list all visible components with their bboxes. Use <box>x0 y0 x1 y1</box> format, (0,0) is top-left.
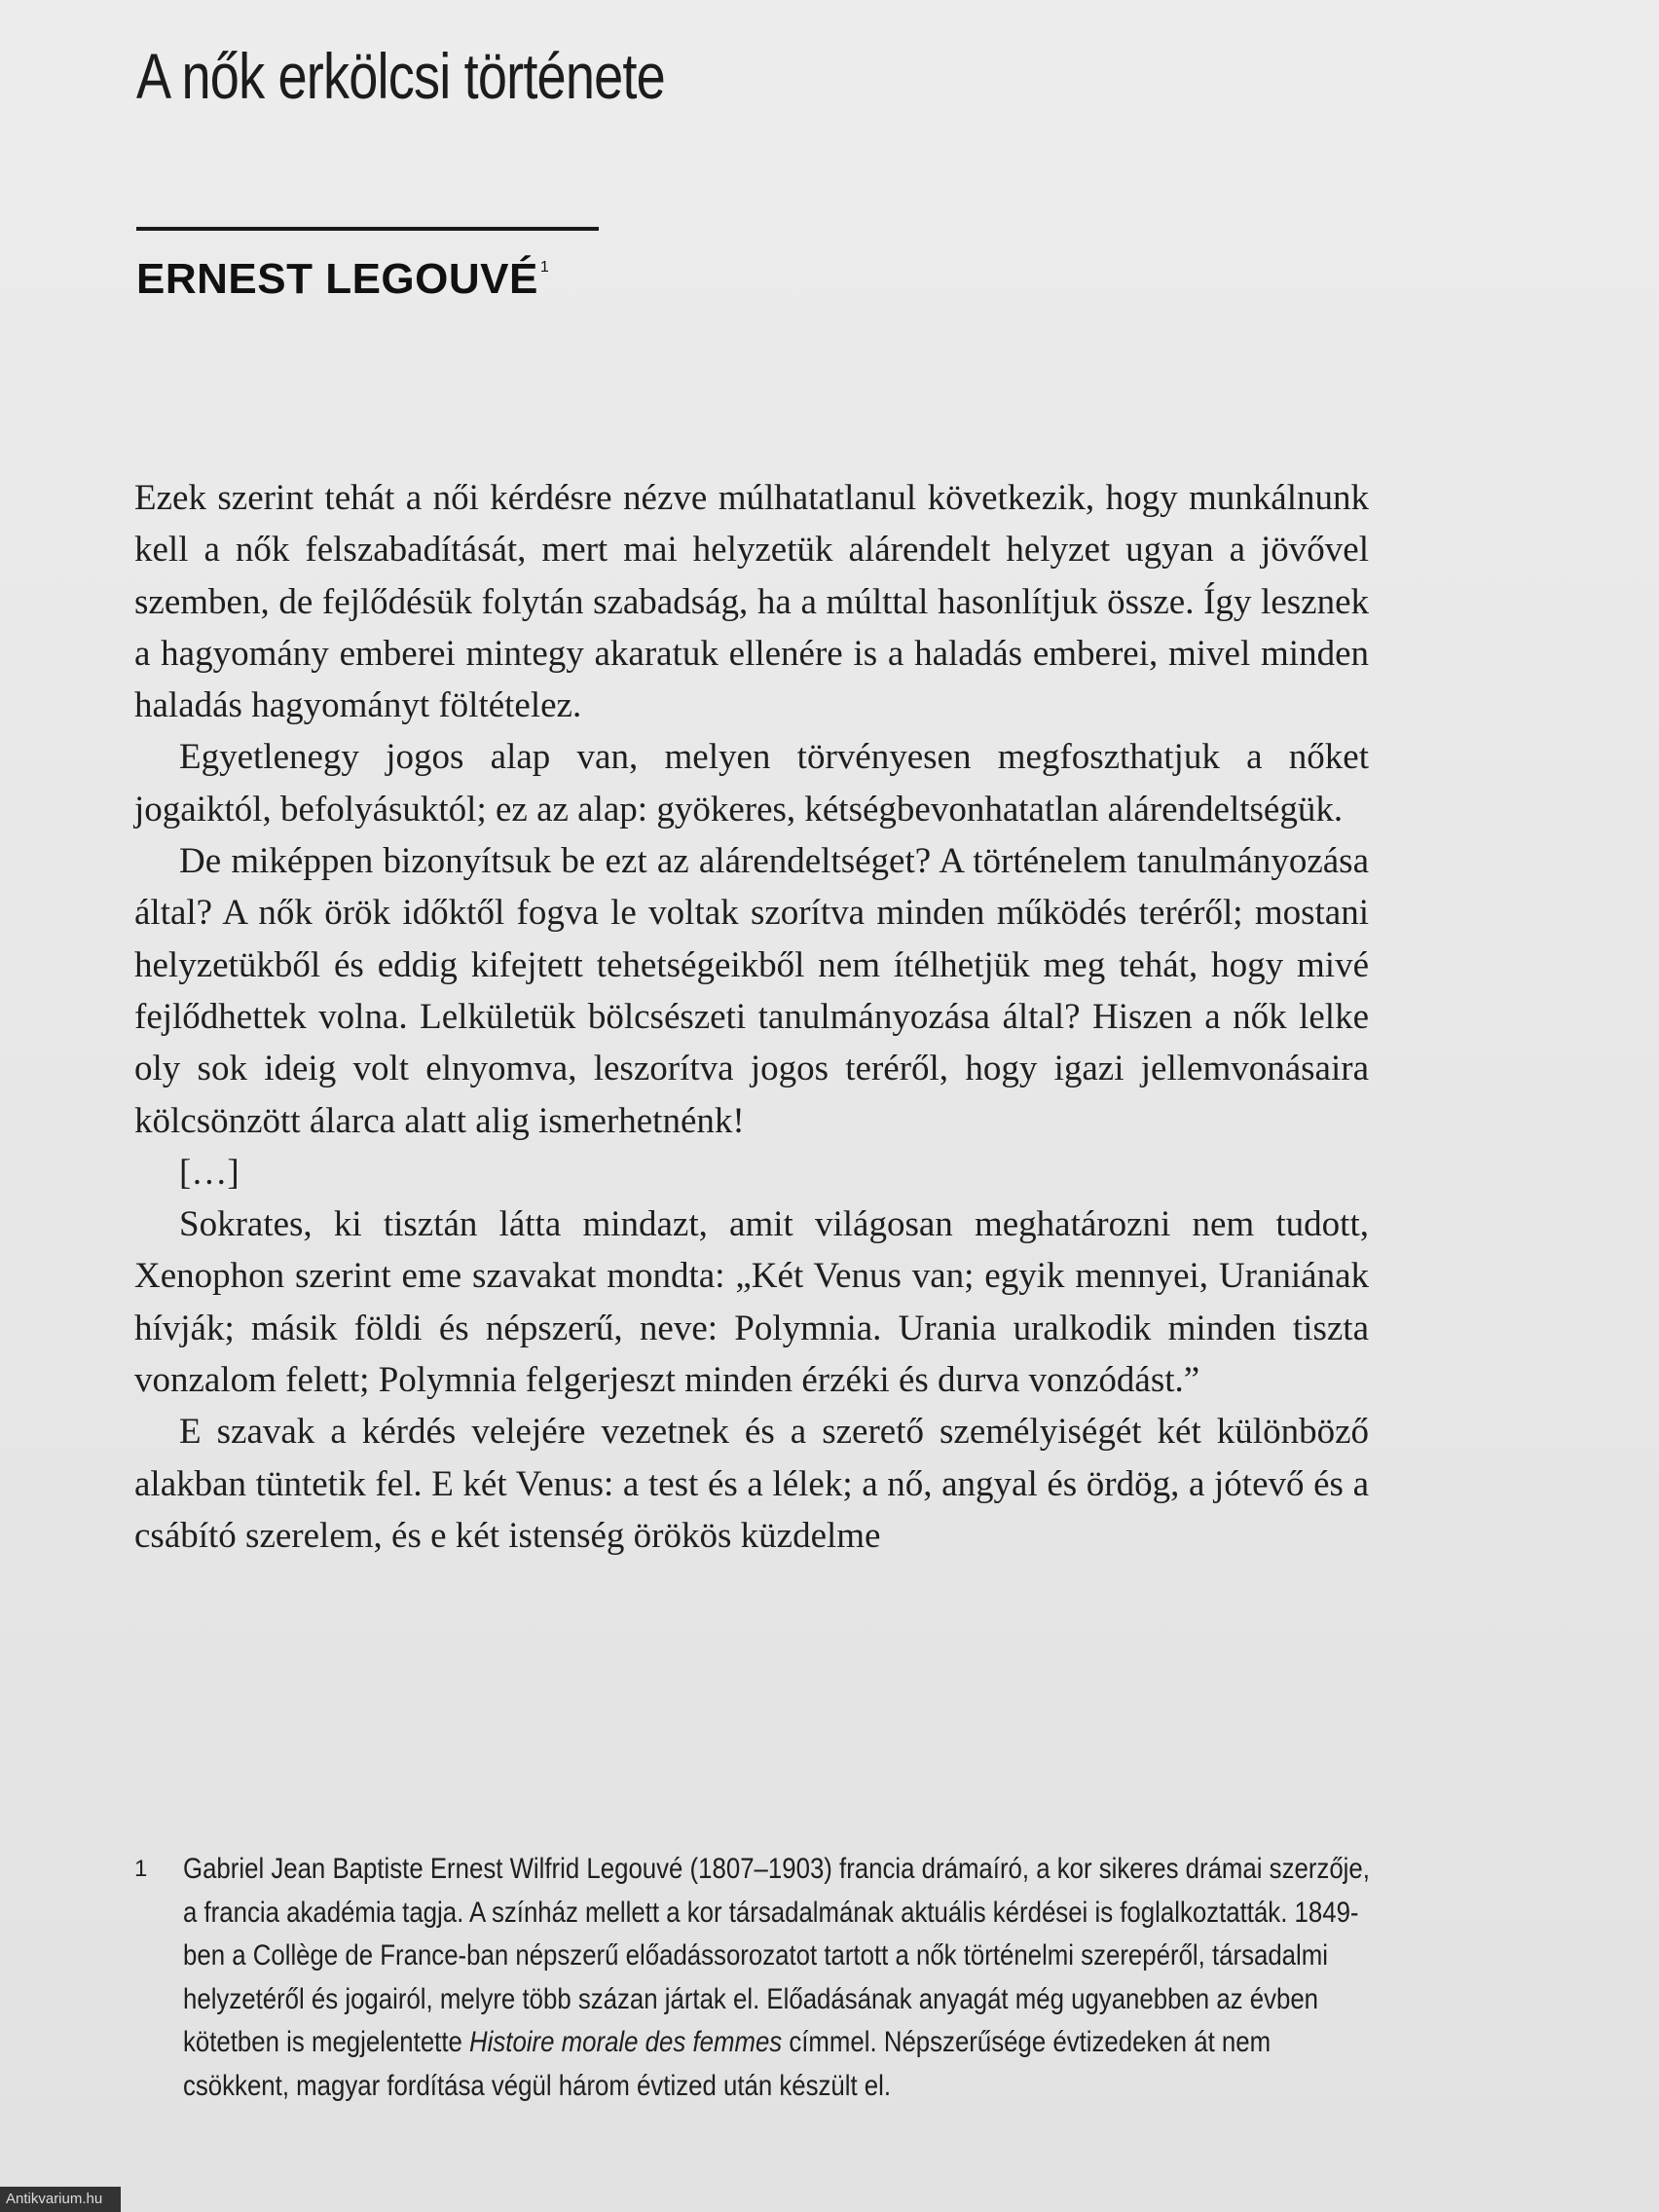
footnote-text-after: címmel. Népszerűsége évtizedeken át nem csökkent, magyar fordítása végül három évtized után készült el. <box>183 2026 1272 2102</box>
paragraph-4: Sokrates, ki tisztán látta mindazt, amit világosan meghatározni nem tudott, Xenophon szerint eme szavakat mondta: „Két Venus van; egyik mennyei, Uraniának hívják; másik földi és népszerű, neve: Polymnia. Urania uralkodik minden tiszta vonzalom felett; Polymnia felgerjeszt minden érzéki és durva vonzódást.” <box>134 1204 1369 1401</box>
body-text <box>134 472 1369 1562</box>
chapter-title: A nők erkölcsi története <box>136 40 665 112</box>
footnote-text <box>183 1848 1372 2108</box>
paragraph-5: E szavak a kérdés velejére vezetnek és a szerető személyiségét két különböző alakban tüntetik fel. E két Venus: a test és a lélek; a nő, angyal és ördög, a jótevő és a csábító szerelem, és e két istenség örökös küzdelme <box>134 1412 1369 1556</box>
watermark: Antikvarium.hu <box>0 2187 121 2212</box>
author-footnote-ref[interactable]: 1 <box>539 259 550 276</box>
footnote <box>134 1848 1369 2108</box>
ellipsis-marker: […] <box>179 1152 240 1193</box>
footnote-number: 1 <box>134 1856 148 1882</box>
footnote-text-before: Gabriel Jean Baptiste Ernest Wilfrid Legouvé (1807–1903) francia drámaíró, a kor sikeres drámai szerzője, a francia akadémia tagja. A színház mellett a kor társadalmának aktuális kérdései is foglalkoztatták. 1849-ben a Collège de France-ban népszerű előadássorozatot tartott a nők történelmi szerepéről, társadalmi helyzetéről és jogairól, melyre több százan jártak el. Előadásának anyagát még ugyanebben az évben kötetben is megjelentette <box>183 1853 1370 2058</box>
footnote-book-title: Histoire morale des femmes <box>469 2026 783 2058</box>
title-divider <box>136 227 599 231</box>
paragraph-2: Egyetlenegy jogos alap van, melyen törvényesen megfoszthatjuk a nőket jogaiktól, befolyásuktól; ez az alap: gyökeres, kétségbevonhatatlan alárendeltségük. <box>134 737 1369 830</box>
author-heading <box>136 255 549 304</box>
paragraph-3: De miképpen bizonyítsuk be ezt az alárendeltséget? A történelem tanulmányozása által? A nők örök időktől fogva le voltak szorítva minden működés teréről; mostani helyzetükből és eddig kifejtett tehetségeikből nem ítélhetjük meg tehát, hogy mivé fejlődhettek volna. Lelkületük bölcsészeti tanulmányozása által? Hiszen a nők lelke oly sok ideig volt elnyomva, leszorítva jogos teréről, hogy igazi jellemvonásaira kölcsönzött álarca alatt alig ismerhetnénk! <box>134 841 1369 1141</box>
author-name: ERNEST LEGOUVÉ <box>136 255 538 303</box>
paragraph-1: Ezek szerint tehát a női kérdésre nézve múlhatatlanul következik, hogy munkálnunk kell a nők felszabadítását, mert mai helyzetük alárendelt helyzet ugyan a jövővel szemben, de fejlődésük folytán szabadság, ha a múlttal hasonlítjuk össze. Így lesznek a hagyomány emberei mintegy akaratuk ellenére is a haladás emberei, mivel minden haladás hagyományt föltételez. <box>134 478 1369 726</box>
